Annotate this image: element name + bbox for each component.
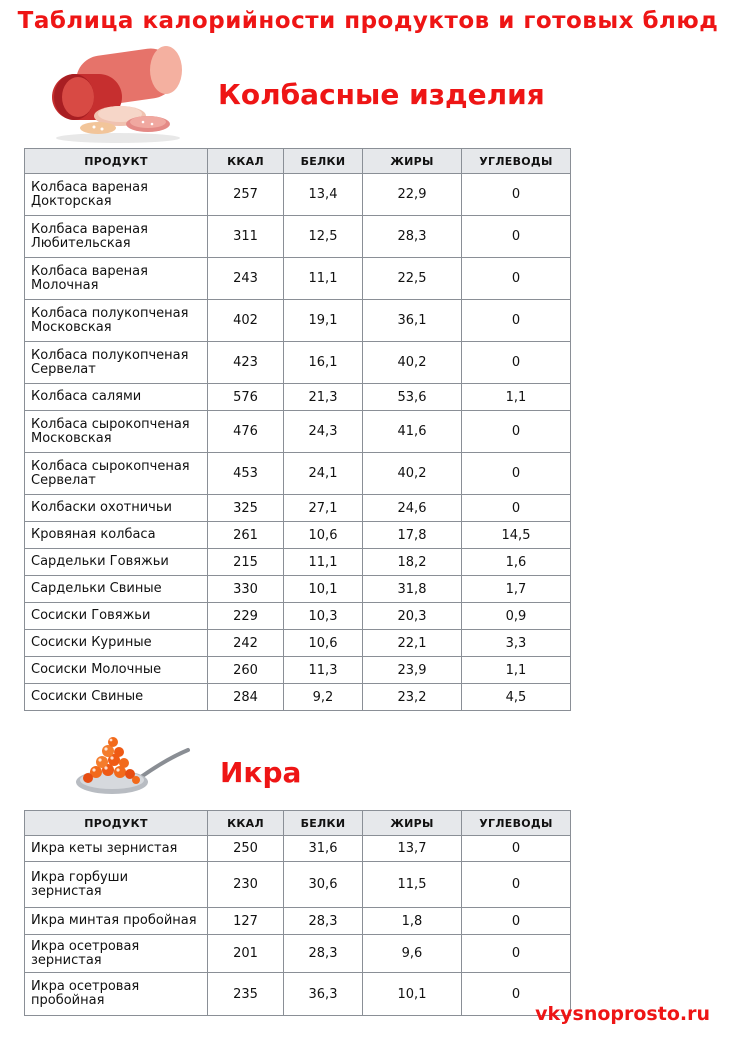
table-row bbox=[25, 258, 571, 300]
protein-cell: 10,1 bbox=[284, 576, 363, 603]
table-row bbox=[25, 603, 571, 630]
carbs-cell: 0 bbox=[462, 862, 571, 908]
kcal-cell: 243 bbox=[208, 258, 284, 300]
fat-cell: 23,2 bbox=[363, 684, 462, 711]
protein-cell: 11,3 bbox=[284, 657, 363, 684]
table-row bbox=[25, 411, 571, 453]
fat-cell: 1,8 bbox=[363, 908, 462, 935]
product-name-cell: Сосиски Свиные bbox=[25, 684, 208, 711]
kcal-cell: 284 bbox=[208, 684, 284, 711]
product-name-cell: Колбаса вареная Любительская bbox=[25, 216, 208, 258]
table-row bbox=[25, 576, 571, 603]
protein-cell: 24,1 bbox=[284, 453, 363, 495]
kcal-cell: 476 bbox=[208, 411, 284, 453]
kcal-cell: 250 bbox=[208, 836, 284, 862]
sausage-table bbox=[24, 148, 571, 711]
protein-cell: 13,4 bbox=[284, 174, 363, 216]
protein-cell: 21,3 bbox=[284, 384, 363, 411]
table-header bbox=[25, 811, 571, 836]
kcal-cell: 260 bbox=[208, 657, 284, 684]
fat-cell: 40,2 bbox=[363, 453, 462, 495]
kcal-cell: 201 bbox=[208, 935, 284, 973]
fat-cell: 9,6 bbox=[363, 935, 462, 973]
protein-cell: 19,1 bbox=[284, 300, 363, 342]
product-name-cell: Колбаса сырокопченая Сервелат bbox=[25, 453, 208, 495]
caviar-table bbox=[24, 810, 571, 1016]
protein-cell: 10,6 bbox=[284, 630, 363, 657]
protein-cell: 16,1 bbox=[284, 342, 363, 384]
column-header: ПРОДУКТ bbox=[25, 149, 208, 174]
kcal-cell: 576 bbox=[208, 384, 284, 411]
table-row bbox=[25, 216, 571, 258]
fat-cell: 22,5 bbox=[363, 258, 462, 300]
column-header: БЕЛКИ bbox=[284, 811, 363, 836]
product-name-cell: Колбаса салями bbox=[25, 384, 208, 411]
carbs-cell: 0 bbox=[462, 495, 571, 522]
kcal-cell: 330 bbox=[208, 576, 284, 603]
product-name-cell: Сосиски Говяжьи bbox=[25, 603, 208, 630]
footer-site-link[interactable]: vkysnoprosto.ru bbox=[535, 1003, 710, 1025]
carbs-cell: 4,5 bbox=[462, 684, 571, 711]
product-name-cell: Колбаса полукопченая Сервелат bbox=[25, 342, 208, 384]
table-row bbox=[25, 684, 571, 711]
carbs-cell: 1,6 bbox=[462, 549, 571, 576]
kcal-cell: 242 bbox=[208, 630, 284, 657]
kcal-cell: 261 bbox=[208, 522, 284, 549]
column-header: УГЛЕВОДЫ bbox=[462, 811, 571, 836]
carbs-cell: 0 bbox=[462, 935, 571, 973]
column-header: БЕЛКИ bbox=[284, 149, 363, 174]
protein-cell: 24,3 bbox=[284, 411, 363, 453]
table-header bbox=[25, 149, 571, 174]
product-name-cell: Икра кеты зернистая bbox=[25, 836, 208, 862]
product-name-cell: Сардельки Свиные bbox=[25, 576, 208, 603]
table-row bbox=[25, 174, 571, 216]
product-name-cell: Колбаса полукопченая Московская bbox=[25, 300, 208, 342]
carbs-cell: 0 bbox=[462, 300, 571, 342]
carbs-cell: 0 bbox=[462, 453, 571, 495]
page-title: Таблица калорийности продуктов и готовых блюд bbox=[17, 8, 719, 34]
fat-cell: 10,1 bbox=[363, 973, 462, 1016]
fat-cell: 18,2 bbox=[363, 549, 462, 576]
kcal-cell: 311 bbox=[208, 216, 284, 258]
column-header: ЖИРЫ bbox=[363, 149, 462, 174]
table-row bbox=[25, 935, 571, 973]
protein-cell: 10,3 bbox=[284, 603, 363, 630]
fat-cell: 40,2 bbox=[363, 342, 462, 384]
fat-cell: 31,8 bbox=[363, 576, 462, 603]
product-name-cell: Колбаса вареная Докторская bbox=[25, 174, 208, 216]
carbs-cell: 0 bbox=[462, 342, 571, 384]
table-row bbox=[25, 384, 571, 411]
carbs-cell: 0 bbox=[462, 216, 571, 258]
carbs-cell: 0 bbox=[462, 174, 571, 216]
column-header: ПРОДУКТ bbox=[25, 811, 208, 836]
fat-cell: 36,1 bbox=[363, 300, 462, 342]
column-header: ЖИРЫ bbox=[363, 811, 462, 836]
protein-cell: 30,6 bbox=[284, 862, 363, 908]
table-row bbox=[25, 862, 571, 908]
fat-cell: 20,3 bbox=[363, 603, 462, 630]
fat-cell: 28,3 bbox=[363, 216, 462, 258]
product-name-cell: Колбаса сырокопченая Московская bbox=[25, 411, 208, 453]
protein-cell: 10,6 bbox=[284, 522, 363, 549]
protein-cell: 27,1 bbox=[284, 495, 363, 522]
table-row bbox=[25, 657, 571, 684]
protein-cell: 12,5 bbox=[284, 216, 363, 258]
kcal-cell: 127 bbox=[208, 908, 284, 935]
fat-cell: 23,9 bbox=[363, 657, 462, 684]
column-header: УГЛЕВОДЫ bbox=[462, 149, 571, 174]
carbs-cell: 0 bbox=[462, 411, 571, 453]
table-row bbox=[25, 342, 571, 384]
fat-cell: 17,8 bbox=[363, 522, 462, 549]
table-row bbox=[25, 836, 571, 862]
fat-cell: 41,6 bbox=[363, 411, 462, 453]
column-header: ККАЛ bbox=[208, 811, 284, 836]
column-header: ККАЛ bbox=[208, 149, 284, 174]
fat-cell: 22,1 bbox=[363, 630, 462, 657]
carbs-cell: 0 bbox=[462, 973, 571, 1016]
kcal-cell: 423 bbox=[208, 342, 284, 384]
carbs-cell: 0 bbox=[462, 908, 571, 935]
table-row bbox=[25, 549, 571, 576]
fat-cell: 11,5 bbox=[363, 862, 462, 908]
product-name-cell: Сардельки Говяжьи bbox=[25, 549, 208, 576]
table-row bbox=[25, 522, 571, 549]
carbs-cell: 0 bbox=[462, 258, 571, 300]
product-name-cell: Колбаса вареная Молочная bbox=[25, 258, 208, 300]
product-name-cell: Сосиски Молочные bbox=[25, 657, 208, 684]
kcal-cell: 215 bbox=[208, 549, 284, 576]
product-name-cell: Икра минтая пробойная bbox=[25, 908, 208, 935]
table-row bbox=[25, 973, 571, 1016]
product-name-cell: Икра осетровая зернистая bbox=[25, 935, 208, 973]
protein-cell: 36,3 bbox=[284, 973, 363, 1016]
protein-cell: 11,1 bbox=[284, 549, 363, 576]
protein-cell: 28,3 bbox=[284, 908, 363, 935]
carbs-cell: 3,3 bbox=[462, 630, 571, 657]
kcal-cell: 230 bbox=[208, 862, 284, 908]
table-row bbox=[25, 908, 571, 935]
product-name-cell: Колбаски охотничьи bbox=[25, 495, 208, 522]
kcal-cell: 453 bbox=[208, 453, 284, 495]
carbs-cell: 1,7 bbox=[462, 576, 571, 603]
kcal-cell: 325 bbox=[208, 495, 284, 522]
carbs-cell: 14,5 bbox=[462, 522, 571, 549]
caviar-spoon-icon bbox=[74, 730, 194, 800]
kcal-cell: 257 bbox=[208, 174, 284, 216]
carbs-cell: 0 bbox=[462, 836, 571, 862]
fat-cell: 53,6 bbox=[363, 384, 462, 411]
table-row bbox=[25, 300, 571, 342]
kcal-cell: 402 bbox=[208, 300, 284, 342]
protein-cell: 11,1 bbox=[284, 258, 363, 300]
product-name-cell: Икра горбуши зернистая bbox=[25, 862, 208, 908]
kcal-cell: 229 bbox=[208, 603, 284, 630]
product-name-cell: Икра осетровая пробойная bbox=[25, 973, 208, 1016]
product-name-cell: Сосиски Куриные bbox=[25, 630, 208, 657]
carbs-cell: 1,1 bbox=[462, 384, 571, 411]
sausage-icon bbox=[48, 44, 188, 144]
fat-cell: 24,6 bbox=[363, 495, 462, 522]
table-row bbox=[25, 453, 571, 495]
carbs-cell: 0,9 bbox=[462, 603, 571, 630]
table-row bbox=[25, 495, 571, 522]
carbs-cell: 1,1 bbox=[462, 657, 571, 684]
protein-cell: 9,2 bbox=[284, 684, 363, 711]
fat-cell: 22,9 bbox=[363, 174, 462, 216]
product-name-cell: Кровяная колбаса bbox=[25, 522, 208, 549]
table-row bbox=[25, 630, 571, 657]
fat-cell: 13,7 bbox=[363, 836, 462, 862]
section-heading-caviar: Икра bbox=[220, 756, 302, 789]
section-heading-sausages: Колбасные изделия bbox=[218, 78, 545, 111]
protein-cell: 31,6 bbox=[284, 836, 363, 862]
kcal-cell: 235 bbox=[208, 973, 284, 1016]
protein-cell: 28,3 bbox=[284, 935, 363, 973]
